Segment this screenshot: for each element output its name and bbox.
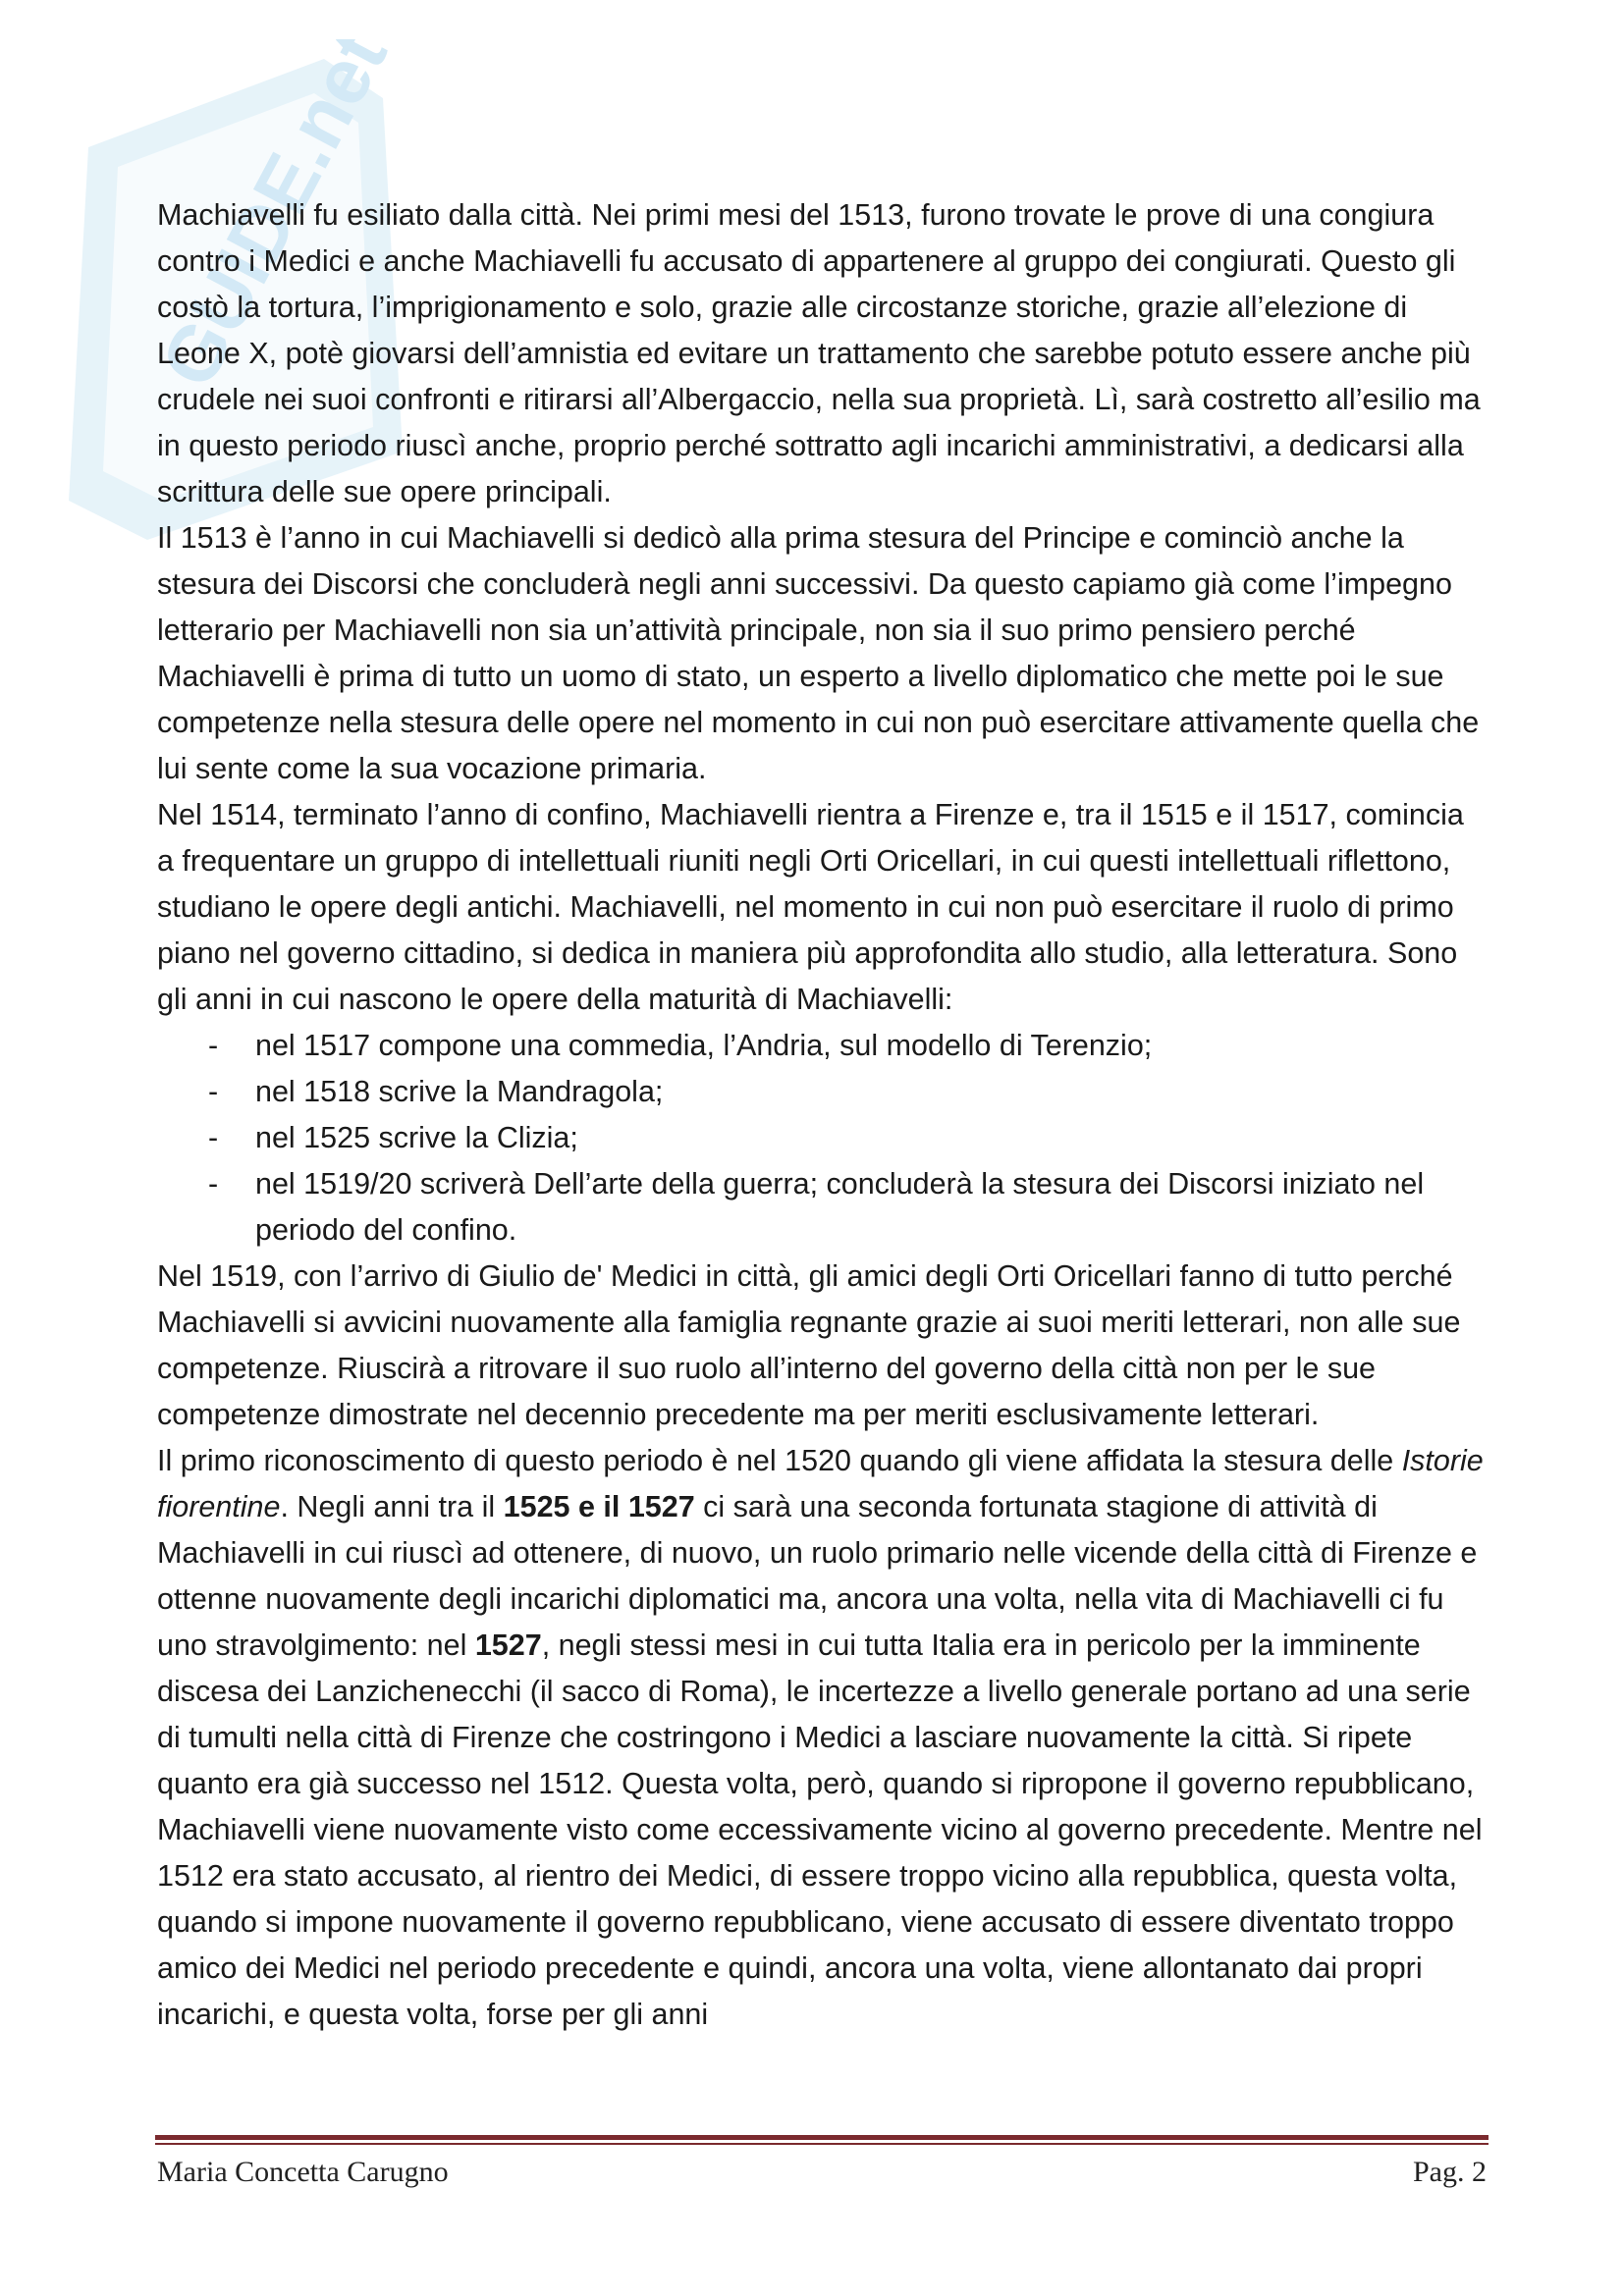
footer-rule [155, 2135, 1489, 2140]
text-segment: . Negli anni tra il [280, 1490, 504, 1523]
text-segment: 1527 [474, 1629, 542, 1662]
footer-author: Maria Concetta Carugno [157, 2156, 449, 2188]
list-item [157, 1023, 1489, 1069]
list-marker: - [208, 1167, 219, 1201]
text-segment: Il primo riconoscimento di questo periodo è nel 1520 quando gli viene affidata la stesura delle [157, 1444, 1402, 1477]
list-item [157, 1115, 1489, 1161]
list-marker: - [208, 1121, 219, 1154]
text-segment: Istorie fiorentine [157, 1444, 1484, 1523]
paragraph [157, 1438, 1489, 2038]
works-list [157, 1023, 1489, 1254]
document-body [157, 192, 1489, 2038]
footer-rule-thin [155, 2143, 1489, 2145]
watermark-text: GUIDE.net [143, 39, 404, 401]
text-segment: , negli stessi mesi in cui tutta Italia era in pericolo per la imminente discesa dei Lanzichenecchi (il sacco di Roma), le incertezze a livello generale portano ad una serie di tumulti nella città di Firenze che costringono i Medici a lasciare nuovamente la città. Si ripete quanto era già successo nel 1512. Questa volta, però, quando si ripropone il governo repubblicano, Machiavelli viene nuovamente visto come eccessivamente vicino al governo precedente. Mentre nel 1512 era stato accusato, al rientro dei Medici, di essere troppo vicino alla repubblica, questa volta, quando si impone nuovamente il governo repubblicano, viene accusato di essere diventato troppo amico dei Medici nel periodo precedente e quindi, ancora una volta, viene allontanato dai propri incarichi, e questa volta, forse per gli anni [157, 1629, 1483, 2031]
page-number: Pag. 2 [1413, 2156, 1487, 2188]
text-segment: Nel 1514, terminato l’anno di confino, Machiavelli rientra a Firenze e, tra il 1515 e il 1517, comincia a frequentare un gruppo di intellettuali riuniti negli Orti Oricellari, in cui questi intellettuali riflettono, studiano le opere degli antichi. Machiavelli, nel momento in cui non può esercitare il ruolo di primo piano nel governo cittadino, si dedica in maniera più approfondita allo studio, alla letteratura. Sono gli anni in cui nascono le opere della maturità di Machiavelli: [157, 798, 1464, 1016]
paragraphs-before-list [157, 192, 1489, 1023]
text-segment: Machiavelli fu esiliato dalla città. Nei primi mesi del 1513, furono trovate le prove di una congiura contro i Medici e anche Machiavelli fu accusato di appartenere al gruppo dei congiurati. Questo gli costò la tortura, l’imprigionamento e solo, grazie alle circostanze storiche, grazie all’elezione di Leone X, potè giovarsi dell’amnistia ed evitare un trattamento che sarebbe potuto essere anche più crudele nei suoi confronti e ritirarsi all’Albergaccio, nella sua proprietà. Lì, sarà costretto all’esilio ma in questo periodo riuscì anche, proprio perché sottratto agli incarichi amministrativi, a dedicarsi alla scrittura delle sue opere principali. [157, 198, 1481, 508]
text-segment: ci sarà una seconda fortunata stagione di attività di Machiavelli in cui riuscì ad ottenere, di nuovo, un ruolo primario nelle vicende della città di Firenze e ottenne nuovamente degli incarichi diplomatici ma, ancora una volta, nella vita di Machiavelli ci fu uno stravolgimento: nel [157, 1490, 1478, 1662]
text-segment: 1525 e il 1527 [503, 1490, 695, 1523]
list-item-text: nel 1517 compone una commedia, l’Andria, sul modello di Terenzio; [255, 1029, 1153, 1062]
page-footer [157, 2156, 1487, 2189]
text-segment: Nel 1519, con l’arrivo di Giulio de' Medici in città, gli amici degli Orti Oricellari fanno di tutto perché Machiavelli si avvicini nuovamente alla famiglia regnante grazie ai suoi meriti letterari, non alle sue competenze. Riuscirà a ritrovare il suo ruolo all’interno del governo della città non per le sue competenze dimostrate nel decennio precedente ma per meriti esclusivamente letterari. [157, 1259, 1461, 1431]
list-item-text: nel 1525 scrive la Clizia; [255, 1121, 578, 1154]
list-item [157, 1069, 1489, 1115]
list-marker: - [208, 1075, 219, 1108]
paragraph [157, 792, 1489, 1023]
text-segment: Il 1513 è l’anno in cui Machiavelli si dedicò alla prima stesura del Principe e cominciò anche la stesura dei Discorsi che concluderà negli anni successivi. Da questo capiamo già come l’impegno letterario per Machiavelli non sia un’attività principale, non sia il suo primo pensiero perché Machiavelli è prima di tutto un uomo di stato, un esperto a livello diplomatico che mette poi le sue competenze nella stesura delle opere nel momento in cui non può esercitare attivamente quella che lui sente come la sua vocazione primaria. [157, 521, 1480, 785]
paragraph [157, 192, 1489, 515]
paragraph [157, 515, 1489, 792]
list-item [157, 1161, 1489, 1254]
list-marker: - [208, 1029, 219, 1062]
list-item-text: nel 1519/20 scriverà Dell’arte della guerra; concluderà la stesura dei Discorsi iniziato nel periodo del confino. [255, 1167, 1425, 1247]
paragraphs-after-list [157, 1254, 1489, 2038]
paragraph [157, 1254, 1489, 1438]
list-item-text: nel 1518 scrive la Mandragola; [255, 1075, 664, 1108]
